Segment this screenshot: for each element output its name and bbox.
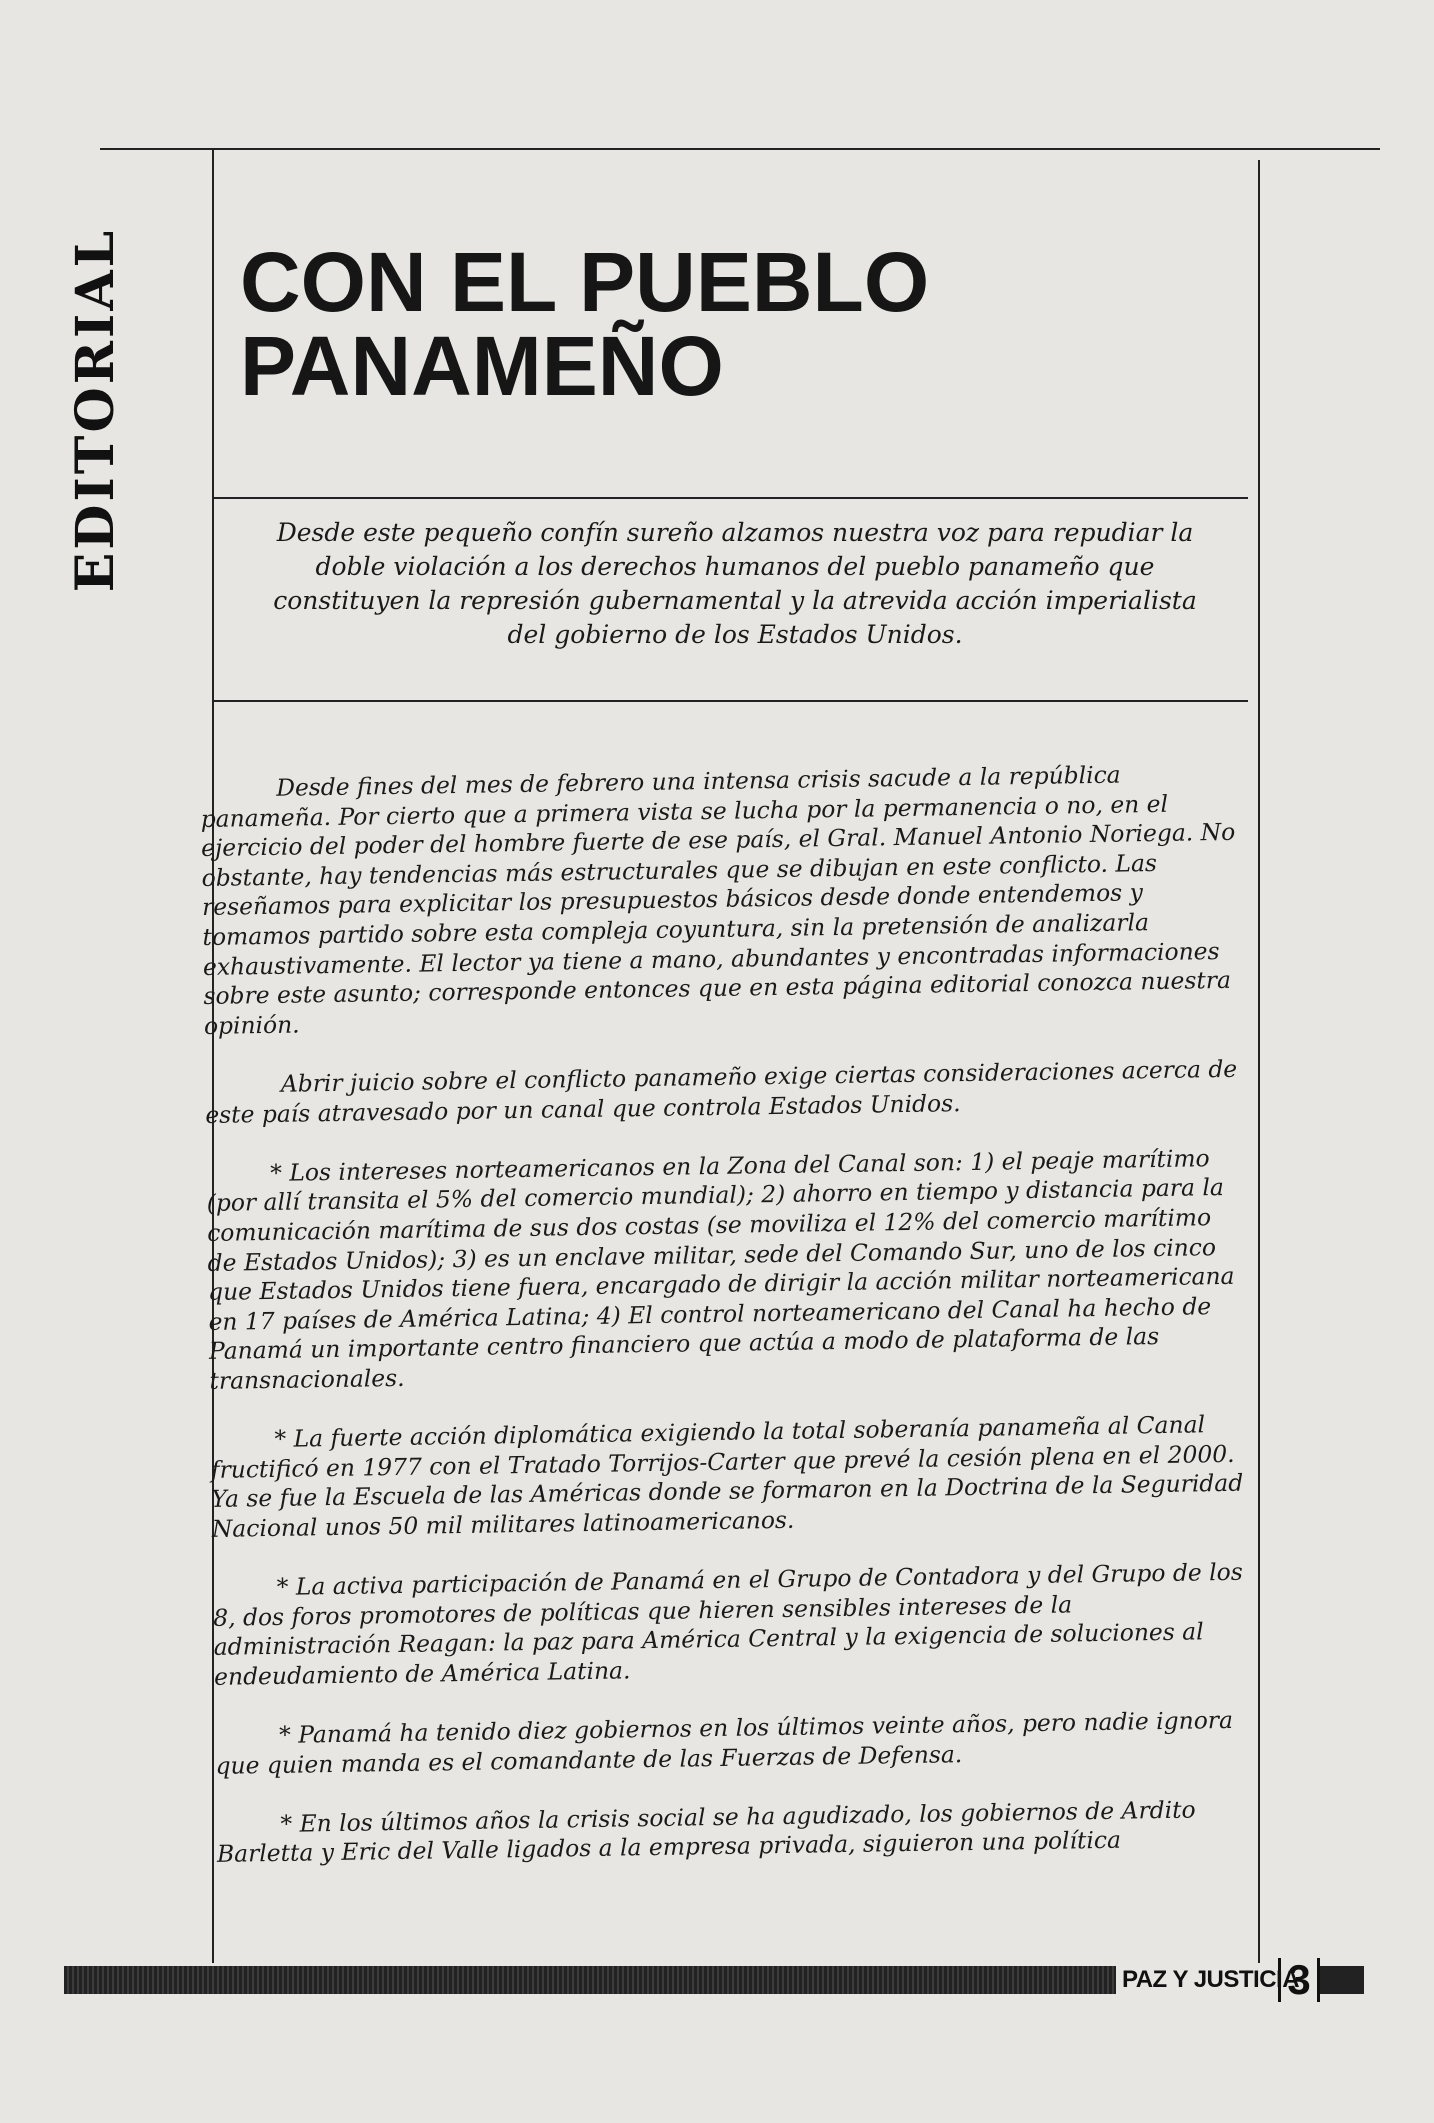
footer-bar-end: [1320, 1966, 1364, 1994]
lead-paragraph: Desde este pequeño confín sureño alzamos nuestra voz para repudiar la doble violación a los derechos humanos del pueblo panameño que constituyen la represión gubernamental y la atrevida acción imperialista del gobierno de los Estados Unidos.: [273, 518, 1197, 649]
body-paragraph: * La fuerte acción diplomática exigiendo la total soberanía panameña al Canal fructificó en 1977 con el Tratado Torrijos-Carter que prevé la cesión plena en el 2000. Ya se fue la Escuela de las Américas donde se formaron en la Doctrina de la Seguridad Nacional unos 50 mil militares latinoamericanos.: [210, 1410, 1244, 1543]
publication-name: PAZ Y JUSTICIA: [1118, 1964, 1303, 1996]
title-divider: [212, 497, 1248, 499]
body-paragraph: Abrir juicio sobre el conflicto panameño exige ciertas consideraciones acerca de este país atravesado por un canal que controla Estados Unidos.: [205, 1054, 1238, 1129]
body-paragraph: * Panamá ha tenido diez gobiernos en los últimos veinte años, pero nadie ignora que quien manda es el comandante de las Fuerzas de Defensa.: [215, 1705, 1234, 1780]
body-paragraph: * La activa participación de Panamá en el Grupo de Contadora y del Grupo de los 8, dos foros promotores de políticas que hieren sensibles intereses de la administración Reagan: la paz para América Central y la exigencia de soluciones al endeudamiento de América Latina.: [213, 1557, 1243, 1691]
article-body: [200, 759, 1258, 1900]
page-number: 3: [1278, 1958, 1320, 2002]
right-column-rule: [1258, 160, 1260, 1963]
section-label: EDITORIAL: [64, 227, 126, 593]
page-title: [240, 235, 1140, 413]
lead-divider: [212, 700, 1248, 702]
body-paragraph: * Los intereses norteamericanos en la Zona del Canal son: 1) el peaje marítimo (por allí transita el 5% del comercio mundial); 2) ahorro en tiempo y distancia para la comunicación marítima de sus dos costas (se moviliza el 12% del comercio marítimo de Estados Unidos); 3) es un enclave militar, sede del Comando Sur, uno de los cinco que Estados Unidos tiene fuera, encargado de dirigir la acción militar norteamericana en 17 países de América Latina; 4) El control norteamericano del Canal ha hecho de Panamá un importante centro financiero que actúa a modo de plataforma de las transnacionales.: [206, 1143, 1235, 1395]
title-line-1: CON EL PUEBLO: [240, 235, 930, 329]
top-rule: [100, 148, 1380, 150]
title-line-2: PANAMEÑO: [240, 319, 724, 413]
body-paragraph: Desde fines del mes de febrero una intensa crisis sacude a la república panameña. Por cierto que a primera vista se lucha por la permanencia o no, en el ejercicio del poder del hombre fuerte de ese país, el Gral. Manuel Antonio Noriega. No obstante, hay tendencias más estructurales que se dibujan en este conflicto. Las reseñamos para explicitar los presupuestos básicos desde donde entendemos y tomamos partido sobre esta compleja coyuntura, sin la pretensión de analizarla exhaustivamente. El lector ya tiene a mano, abundantes y encontradas informaciones sobre este asunto; corresponde entonces que en esta página editorial conozca nuestra opinión.: [200, 760, 1236, 1040]
body-paragraph: * En los últimos años la crisis social se ha agudizado, los gobiernos de Ardito Barletta y Eric del Valle ligados a la empresa privada, siguieron una política: [216, 1795, 1196, 1869]
footer-bar: [64, 1966, 1116, 1994]
